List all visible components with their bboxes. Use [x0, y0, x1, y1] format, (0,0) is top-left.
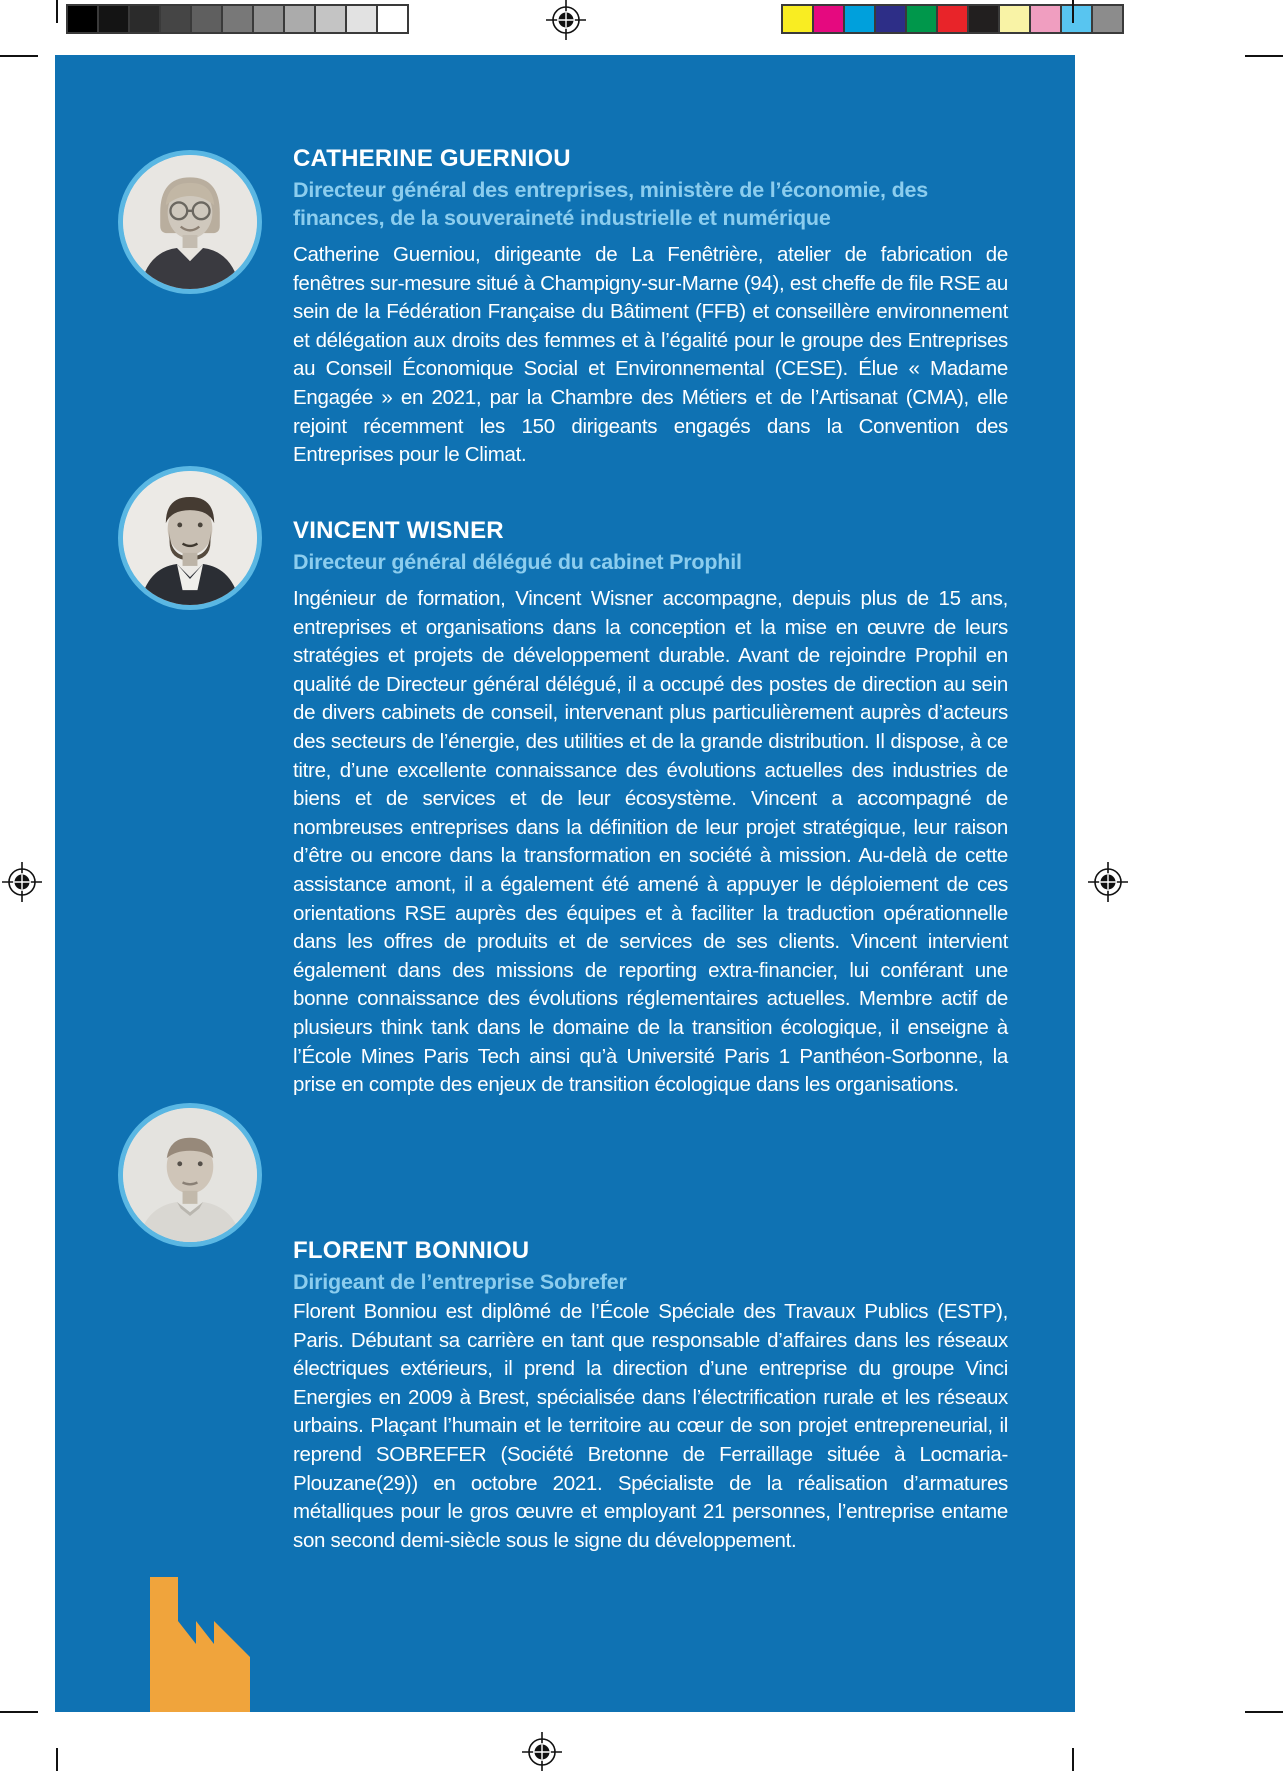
calibration-swatch: [252, 4, 285, 34]
calibration-swatch: [812, 4, 845, 34]
registration-mark-icon: [522, 1732, 562, 1771]
calibration-swatch: [66, 4, 99, 34]
crop-mark: [56, 0, 58, 23]
calibration-swatch: [314, 4, 347, 34]
calibration-swatch: [905, 4, 938, 34]
profile-name: VINCENT WISNER: [293, 517, 504, 544]
calibration-swatch: [97, 4, 130, 34]
man-portrait-icon: [123, 1108, 257, 1242]
calibration-swatch: [1029, 4, 1062, 34]
crop-mark: [1245, 55, 1283, 57]
profile-photo-florent-bonniou: [118, 1103, 262, 1247]
profile-section-catherine-guerniou: [293, 145, 1008, 470]
calibration-swatch: [283, 4, 316, 34]
brochure-page-panel: [55, 55, 1075, 1712]
factory-icon: [150, 1577, 265, 1712]
profile-photo-vincent-wisner: [118, 466, 262, 610]
profile-bio: Florent Bonniou est diplômé de l’École Spéciale des Travaux Publics (ESTP), Paris. Débutant sa carrière en tant que responsable d’affaires dans les réseaux électriques extérieurs, il prend la direction d’une entreprise du groupe Vinci Energies en 2009 à Brest, spécialisée dans l’électrification rurale et les réseaux urbains. Plaçant l’humain et le territoire au cœur de son projet entrepreneurial, il reprend SOBREFER (Société Bretonne de Ferraillage située à Locmaria-Plouzane(29)) en octobre 2021. Spécialiste de la réalisation d’armatures métalliques pour le gros œuvre et employant 21 personnes, l’entreprise entame son second demi-siècle sous le signe du développement.: [293, 1300, 1008, 1552]
woman-portrait-icon: [123, 155, 257, 289]
calibration-swatch: [376, 4, 409, 34]
calibration-swatch: [159, 4, 192, 34]
profile-photo-catherine-guerniou: [118, 150, 262, 294]
profile-name: FLORENT BONNIOU: [293, 1237, 530, 1264]
registration-mark-icon: [546, 0, 586, 40]
calibration-swatch: [1060, 4, 1093, 34]
crop-mark: [1072, 1748, 1074, 1771]
profile-section-florent-bonniou: [293, 1237, 1008, 1555]
profile-bio: Catherine Guerniou, dirigeante de La Fenêtrière, atelier de fabrication de fenêtres sur-mesure situé à Champigny-sur-Marne (94), est cheffe de file RSE au sein de la Fédération Française du Bâtiment (FFB) et conseillère environnement et délégation aux droits des femmes et à l’égalité pour le groupe des Entreprises au Conseil Économique Social et Environnemental (CESE). Élue « Madame Engagée » en 2021, par la Chambre des Métiers et de l’Artisanat (CMA), elle rejoint récemment les 150 dirigeants engagés dans la Convention des Entreprises pour le Climat.: [293, 243, 1008, 467]
registration-mark-icon: [1088, 862, 1128, 902]
profile-bio: Ingénieur de formation, Vincent Wisner accompagne, depuis plus de 15 ans, entreprises et organisations dans la conception et la mise en œuvre de leurs stratégies et projets de développement durable. Avant de rejoindre Prophil en qualité de Directeur général délégué, il a occupé des postes de direction au sein de divers cabinets de conseil, intervenant plus particulièrement auprès d’acteurs des secteurs de l’énergie, des utilities et de la grande distribution. Il dispose, à ce titre, d’une excellente connaissance des évolutions actuelles des industries de biens et de services et de leur écosystème. Vincent a accompagné de nombreuses entreprises dans la définition de leur projet stratégique, leur raison d’être ou encore dans la transformation en société à mission. Au-delà de cette assistance amont, il a également été amené à appuyer le déploiement de ces orientations RSE auprès des équipes et à faciliter la traduction opérationnelle dans les offres de produits et de services de ses clients. Vincent intervient également dans des missions de reporting extra-financier, lui conférant une bonne connaissance des évolutions réglementaires actuelles. Membre actif de plusieurs think tank dans le domaine de la transition écologique, il enseigne à l’École Mines Paris Tech ainsi qu’à Université Paris 1 Panthéon-Sorbonne, la prise en compte des enjeux de transition écologique dans les organisations.: [293, 587, 1008, 1097]
calibration-swatch: [843, 4, 876, 34]
calibration-swatch: [998, 4, 1031, 34]
calibration-swatch: [781, 4, 814, 34]
crop-mark: [0, 55, 38, 57]
crop-mark: [0, 1711, 38, 1713]
profile-name: CATHERINE GUERNIOU: [293, 145, 571, 172]
profile-role: Directeur général délégué du cabinet Prophil: [293, 550, 742, 574]
calibration-swatch: [345, 4, 378, 34]
crop-mark: [56, 1748, 58, 1771]
man-portrait-icon: [123, 471, 257, 605]
crop-mark: [1072, 0, 1074, 23]
calibration-swatch: [936, 4, 969, 34]
calibration-swatch: [1091, 4, 1124, 34]
calibration-swatch: [128, 4, 161, 34]
crop-mark: [1245, 1711, 1283, 1713]
calibration-swatch: [967, 4, 1000, 34]
profile-section-vincent-wisner: [293, 517, 1008, 1100]
profile-role: Directeur général des entreprises, ministère de l’économie, des finances, de la souveraineté industrielle et numérique: [293, 178, 929, 230]
calibration-swatch: [874, 4, 907, 34]
grayscale-calibration-bar: [68, 4, 409, 34]
calibration-swatch: [221, 4, 254, 34]
calibration-swatch: [190, 4, 223, 34]
registration-mark-icon: [2, 862, 42, 902]
profile-role: Dirigeant de l’entreprise Sobrefer: [293, 1270, 627, 1294]
